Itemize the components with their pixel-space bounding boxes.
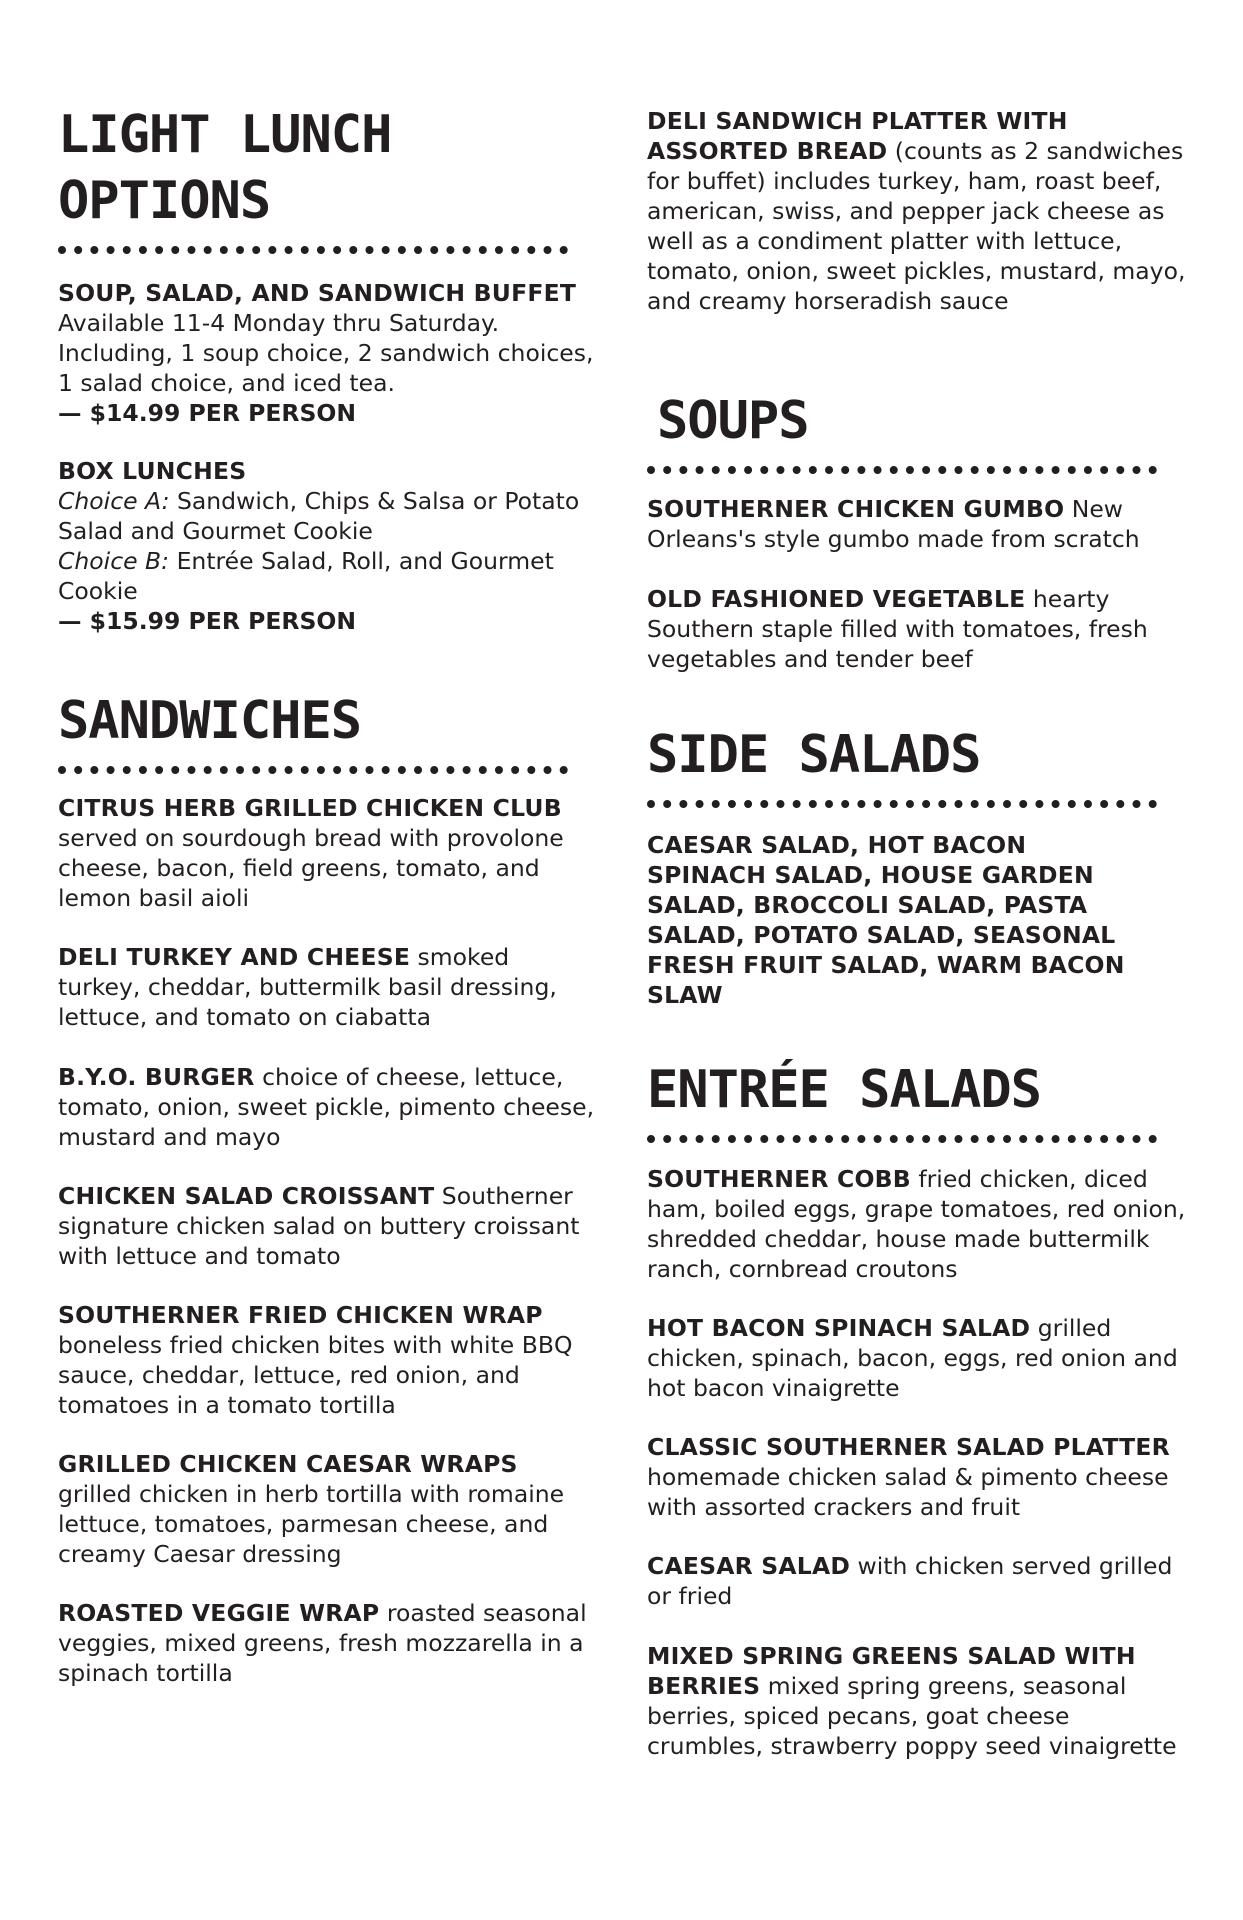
buffet-price: — $14.99 PER PERSON [58, 399, 357, 427]
sandwich-item [58, 942, 598, 1032]
sandwiches-divider [58, 766, 568, 774]
side-salads-list [647, 830, 1192, 1010]
soup-desc: New Orleans's style gumbo made from scratch [647, 495, 1140, 553]
entree-salad-item [647, 1313, 1192, 1403]
sandwich-name: B.Y.O. BURGER [58, 1063, 255, 1091]
sandwich-desc: served on sourdough bread with provolone cheese, bacon, field greens, tomato, and lemon basil aioli [58, 824, 564, 912]
soups-divider [647, 466, 1157, 474]
sandwich-desc: choice of cheese, lettuce, tomato, onion, sweet pickle, pimento cheese, mustard and mayo [58, 1063, 595, 1151]
sandwich-desc: roasted seasonal veggies, mixed greens, fresh mozzarella in a spinach tortilla [58, 1599, 587, 1687]
sandwich-desc: boneless fried chicken bites with white BBQ sauce, cheddar, lettuce, red onion, and tomatoes in a tomato tortilla [58, 1331, 573, 1419]
deli-platter-desc: (counts as 2 sandwiches for buffet) includes turkey, ham, roast beef, american, swiss, and pepper jack cheese as well as a condiment platter with lettuce, tomato, onion, sweet pickles, mustard, mayo, and creamy horseradish sauce [647, 137, 1186, 315]
buffet-desc: Available 11-4 Monday thru Saturday. Including, 1 soup choice, 2 sandwich choices, 1 salad choice, and iced tea. [58, 309, 594, 397]
entree-salad-item [647, 1164, 1192, 1284]
side-salads-section [647, 722, 1192, 808]
box-lunches-price: — $15.99 PER PERSON [58, 607, 357, 635]
box-lunches-name: BOX LUNCHES [58, 457, 247, 485]
choice-b-text: Entrée Salad, Roll, and Gourmet Cookie [58, 547, 554, 605]
entree-salad-item [647, 1551, 1192, 1611]
side-salads-heading: SIDE SALADS [647, 725, 981, 785]
sandwich-item [58, 1449, 598, 1569]
sandwich-name: GRILLED CHICKEN CAESAR WRAPS [58, 1450, 518, 1478]
side-salads-divider [647, 800, 1157, 808]
soup-item [647, 494, 1192, 554]
entree-salads-heading: ENTRÉE SALADS [647, 1060, 1041, 1120]
soup-desc: hearty Southern staple filled with tomatoes, fresh vegetables and tender beef [647, 585, 1148, 673]
entree-salad-desc: grilled chicken, spinach, bacon, eggs, red onion and hot bacon vinaigrette [647, 1314, 1178, 1402]
entree-salad-desc: with chicken served grilled or fried [647, 1552, 1173, 1610]
soup-name: SOUTHERNER CHICKEN GUMBO [647, 495, 1065, 523]
deli-platter-name: DELI SANDWICH PLATTER WITH ASSORTED BREAD [647, 107, 1068, 165]
sandwich-item [58, 793, 598, 913]
light-lunch-heading [58, 102, 598, 234]
deli-platter-item [647, 106, 1192, 316]
soups-heading: SOUPS [657, 391, 809, 451]
entree-salad-name: CAESAR SALAD [647, 1552, 851, 1580]
soup-item [647, 584, 1192, 674]
sandwich-desc: smoked turkey, cheddar, buttermilk basil dressing, lettuce, and tomato on ciabatta [58, 943, 557, 1031]
sandwich-name: CHICKEN SALAD CROISSANT [58, 1182, 435, 1210]
sandwich-desc: grilled chicken in herb tortilla with romaine lettuce, tomatoes, parmesan cheese, and creamy Caesar dressing [58, 1480, 565, 1568]
entree-salad-item [647, 1432, 1192, 1522]
sandwich-item [58, 1062, 598, 1152]
light-lunch-heading-line2: OPTIONS [58, 171, 271, 231]
choice-a-text: Sandwich, Chips & Salsa or Potato Salad and Gourmet Cookie [58, 487, 580, 545]
light-lunch-divider [58, 246, 568, 254]
sandwich-desc: Southerner signature chicken salad on buttery croissant with lettuce and tomato [58, 1182, 580, 1270]
sandwiches-section [58, 688, 598, 774]
entree-salad-name: CLASSIC SOUTHERNER SALAD PLATTER [647, 1433, 1170, 1461]
entree-salad-name: HOT BACON SPINACH SALAD [647, 1314, 1031, 1342]
soup-name: OLD FASHIONED VEGETABLE [647, 585, 1026, 613]
buffet-name: SOUP, SALAD, AND SANDWICH BUFFET [58, 279, 577, 307]
light-lunch-heading-line1: LIGHT LUNCH [58, 105, 392, 165]
choice-a-label: Choice A: [58, 487, 170, 515]
side-salads-text: CAESAR SALAD, HOT BACON SPINACH SALAD, HOUSE GARDEN SALAD, BROCCOLI SALAD, PASTA SALAD, POTATO SALAD, SEASONAL FRESH FRUIT SALAD, WARM BACON SLAW [647, 831, 1125, 1009]
sandwich-item [58, 1598, 598, 1688]
entree-salad-name: MIXED SPRING GREENS SALAD WITH BERRIES [647, 1642, 1136, 1700]
box-lunches-item [58, 456, 598, 636]
entree-salad-name: SOUTHERNER COBB [647, 1165, 911, 1193]
sandwich-item [58, 1181, 598, 1271]
soups-section [647, 388, 1192, 474]
light-lunch-section [58, 102, 598, 254]
entree-salads-section [647, 1057, 1192, 1143]
sandwich-item [58, 1300, 598, 1420]
entree-salads-divider [647, 1135, 1157, 1143]
entree-salad-desc: fried chicken, diced ham, boiled eggs, grape tomatoes, red onion, shredded cheddar, house made buttermilk ranch, cornbread croutons [647, 1165, 1186, 1283]
entree-salad-desc: mixed spring greens, seasonal berries, spiced pecans, goat cheese crumbles, strawberry poppy seed vinaigrette [647, 1672, 1177, 1760]
entree-salad-desc: homemade chicken salad & pimento cheese with assorted crackers and fruit [647, 1463, 1169, 1521]
sandwich-name: DELI TURKEY AND CHEESE [58, 943, 411, 971]
sandwiches-heading: SANDWICHES [58, 691, 362, 751]
sandwich-name: ROASTED VEGGIE WRAP [58, 1599, 380, 1627]
sandwich-name: CITRUS HERB GRILLED CHICKEN CLUB [58, 794, 562, 822]
sandwich-name: SOUTHERNER FRIED CHICKEN WRAP [58, 1301, 543, 1329]
entree-salad-item [647, 1641, 1192, 1761]
buffet-item [58, 278, 598, 428]
choice-b-label: Choice B: [58, 547, 170, 575]
